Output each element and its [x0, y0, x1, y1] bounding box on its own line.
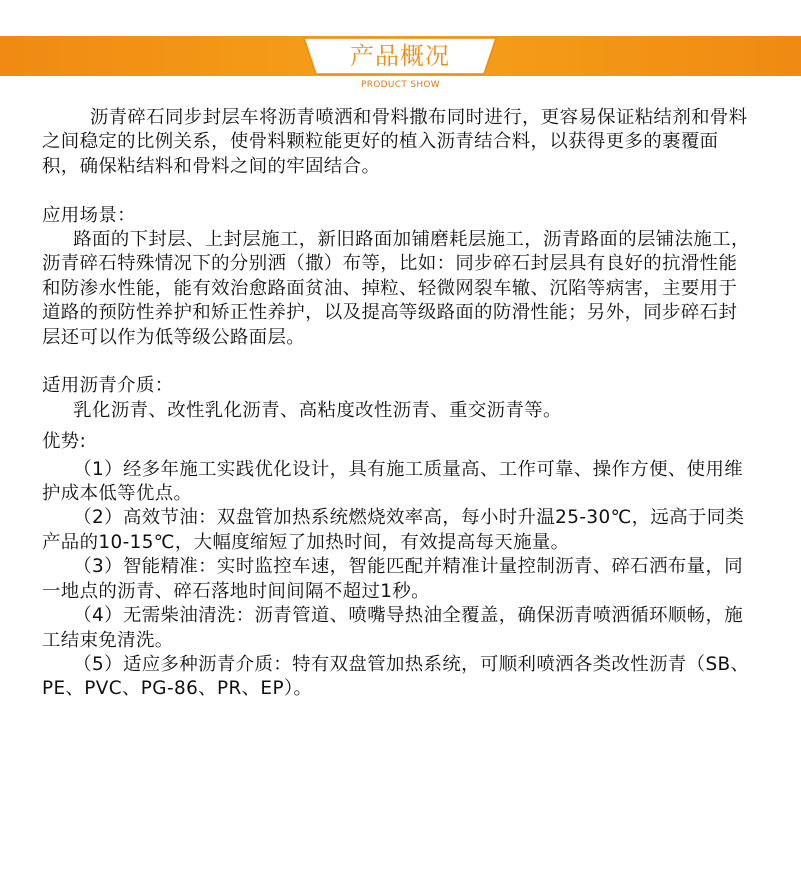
advantages-heading: 优势: [42, 431, 87, 453]
page-subtitle: PRODUCT SHOW [361, 80, 440, 90]
advantage-item: （4）无需柴油清洗：沥青管道、喷嘴导热油全覆盖，确保沥青喷洒循环顺畅，施工结束免清洗。 [42, 605, 744, 651]
asphalt-paragraph: 乳化沥青、改性乳化沥青、高粘度改性沥青、重交沥青等。 [73, 399, 562, 421]
spacer [42, 350, 750, 374]
content [42, 106, 750, 702]
asphalt-heading: 适用沥青介质： [42, 375, 174, 397]
advantage-item: （1）经多年施工实践优化设计，具有施工质量高、工作可靠、操作方便、使用维护成本低等优点。 [42, 458, 744, 505]
advantage-item: （5）适应多种沥青介质：特有双盘管加热系统，可顺利喷洒各类改性沥青（SB、PE、PVC、PG-86、PR、EP）。 [42, 653, 750, 700]
application-heading: 应用场景： [42, 204, 136, 226]
header-banner [0, 36, 801, 76]
page-title: 产品概况 [350, 42, 450, 70]
application-paragraph: 路面的下封层、上封层施工，新旧路面加铺磨耗层施工，沥青路面的层铺法施工，沥青碎石特殊情况下的分别洒（撒）布等，比如：同步碎石封层具有良好的抗滑性能和防渗水性能，能有效治愈路面贫油、掉粒、轻微网裂车辙、沉陷等病害，主要用于道路的预防性养护和矫正性养护，以及提高等级路面的防滑性能；另外，同步碎石封层还可以作为低等级公路面层。 [42, 229, 750, 348]
intro-paragraph: 沥青碎石同步封层车将沥青喷洒和骨料撒布同时进行，更容易保证粘结剂和骨料之间稳定的比例关系，使骨料颗粒能更好的植入沥青结合料，以获得更多的裹覆面积，确保粘结料和骨料之间的牢固结合。 [42, 107, 748, 177]
spacer [42, 179, 750, 203]
advantage-item: （2）高效节油：双盘管加热系统燃烧效率高，每小时升温25-30℃，远高于同类产品的10-15℃，大幅度缩短了加热时间，有效提高每天施量。 [42, 507, 745, 553]
advantage-item: （3）智能精准：实时监控车速，智能匹配并精准计量控制沥青、碎石洒布量，同一地点的沥青、碎石落地时间间隔不超过1秒。 [42, 556, 744, 602]
